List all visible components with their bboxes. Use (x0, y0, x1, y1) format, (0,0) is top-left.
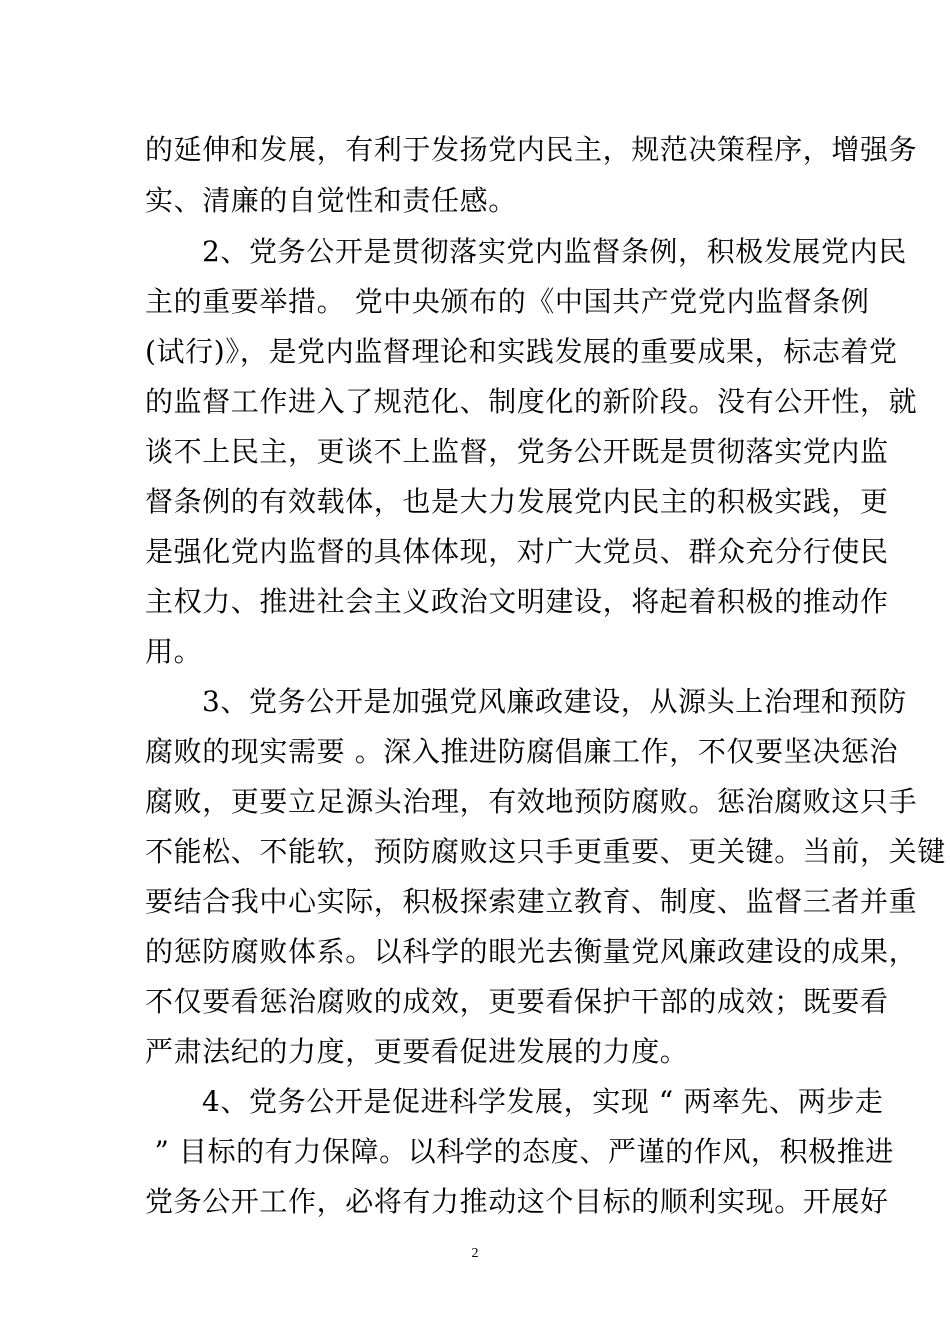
text-line: 腐败的现实需要 。深入推进防腐倡廉工作，不仅要坚决惩治 (145, 735, 899, 768)
paragraph-start-line: 2、党务公开是贯彻落实党内监督条例，积极发展党内民 (202, 235, 907, 268)
page-number: 2 (471, 1246, 479, 1261)
text-line: 不能松、不能软，预防腐败这只手更重要、更关键。当前，关键 (145, 835, 946, 868)
text-line: 主权力、推进社会主义政治文明建设，将起着积极的推动作 (145, 585, 889, 618)
text-line: 实、清廉的自觉性和责任感。 (145, 184, 517, 217)
text-line: 是强化党内监督的具体体现，对广大党员、群众充分行使民 (145, 535, 889, 568)
paragraph-start-line: 3、党务公开是加强党风廉政建设，从源头上治理和预防 (202, 685, 907, 718)
text-line: 的延伸和发展，有利于发扬党内民主，规范决策程序，增强务 (145, 133, 918, 166)
text-line: 的监督工作进入了规范化、制度化的新阶段。没有公开性，就 (145, 385, 918, 418)
text-line: (试行)》，是党内监督理论和实践发展的重要成果，标志着党 (145, 335, 898, 368)
text-line: 严肃法纪的力度，更要看促进发展的力度。 (145, 1035, 689, 1068)
text-line: 督条例的有效载体，也是大力发展党内民主的积极实践，更 (145, 485, 889, 518)
paragraph-start-line: 4、党务公开是促进科学发展，实现 “ 两率先、两步走 (202, 1085, 884, 1118)
text-line: 要结合我中心实际，积极探索建立教育、制度、监督三者并重 (145, 885, 918, 918)
text-line: 用。 (145, 635, 203, 668)
text-line: 不仅要看惩治腐败的成效，更要看保护干部的成效；既要看 (145, 985, 889, 1018)
text-line: 主的重要举措。 党中央颁布的《中国共产党党内监督条例 (145, 285, 870, 318)
text-line: 的惩防腐败体系。以科学的眼光去衡量党风廉政建设的成果， (145, 935, 918, 968)
text-line: 腐败，更要立足源头治理，有效地预防腐败。惩治腐败这只手 (145, 785, 918, 818)
text-line: 党务公开工作，必将有力推动这个目标的顺利实现。开展好 (145, 1185, 889, 1218)
text-line: 谈不上民主，更谈不上监督，党务公开既是贯彻落实党内监 (145, 435, 889, 468)
text-line: ” 目标的有力保障。以科学的态度、严谨的作风，积极推进 (145, 1135, 894, 1168)
